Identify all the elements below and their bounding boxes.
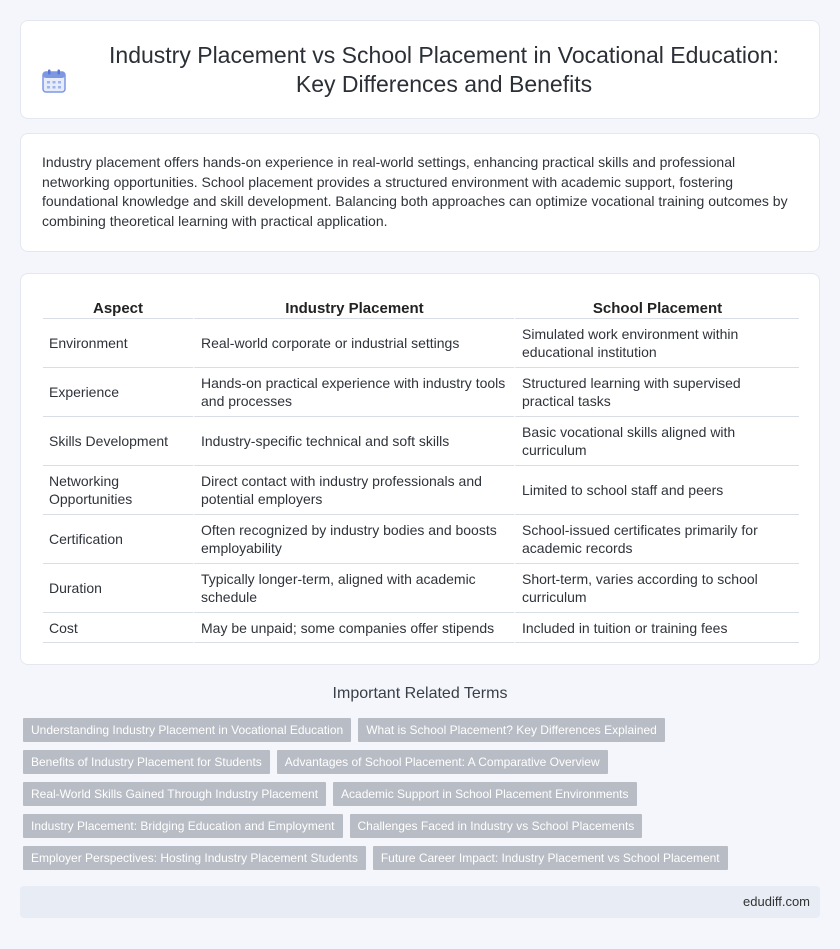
table-cell-industry: Typically longer-term, aligned with academic schedule [193, 564, 514, 613]
related-term-link[interactable]: Real-World Skills Gained Through Industry Placement [23, 782, 326, 806]
table-cell-industry: May be unpaid; some companies offer stipends [193, 613, 514, 643]
table-cell-aspect: Cost [43, 613, 193, 643]
tag-row [23, 718, 813, 742]
table-cell-aspect: Experience [43, 368, 193, 417]
related-term-link[interactable]: Academic Support in School Placement Environments [333, 782, 636, 806]
table-row [43, 417, 799, 466]
table-cell-aspect: Environment [43, 319, 193, 368]
related-term-link[interactable]: Understanding Industry Placement in Vocational Education [23, 718, 351, 742]
table-cell-school: Limited to school staff and peers [514, 466, 799, 515]
related-term-link[interactable]: What is School Placement? Key Differences Explained [358, 718, 665, 742]
table-row [43, 613, 799, 643]
tag-row [23, 814, 813, 838]
related-term-link[interactable]: Challenges Faced in Industry vs School Placements [350, 814, 643, 838]
column-header-aspect: Aspect [43, 296, 193, 319]
table-row [43, 466, 799, 515]
table-cell-aspect: Networking Opportunities [43, 466, 193, 515]
column-header-industry: Industry Placement [193, 296, 514, 319]
related-term-link[interactable]: Future Career Impact: Industry Placement vs School Placement [373, 846, 728, 870]
table-cell-industry: Real-world corporate or industrial settings [193, 319, 514, 368]
related-term-link[interactable]: Benefits of Industry Placement for Students [23, 750, 270, 774]
title-card [20, 20, 820, 119]
table-cell-industry: Direct contact with industry professionals and potential employers [193, 466, 514, 515]
related-term-link[interactable]: Advantages of School Placement: A Comparative Overview [277, 750, 608, 774]
related-terms-list [23, 718, 813, 878]
table-cell-aspect: Duration [43, 564, 193, 613]
comparison-card [20, 273, 820, 665]
footer [20, 886, 820, 918]
intro-card [20, 133, 820, 252]
column-header-school: School Placement [514, 296, 799, 319]
table-cell-school: Included in tuition or training fees [514, 613, 799, 643]
footer-site-link[interactable]: edudiff.com [743, 894, 810, 909]
intro-text: Industry placement offers hands-on experience in real-world settings, enhancing practical skills and professional networking opportunities. School placement provides a structured environment with academic support, fostering foundational knowledge and skill development. Balancing both approaches can optimize vocational training outcomes by combining theoretical learning with practical application. [42, 154, 788, 229]
table-cell-industry: Hands-on practical experience with industry tools and processes [193, 368, 514, 417]
tag-row [23, 846, 813, 870]
tag-row [23, 750, 813, 774]
table-cell-school: Short-term, varies according to school curriculum [514, 564, 799, 613]
table-header-row [43, 296, 799, 319]
table-row [43, 515, 799, 564]
comparison-table [43, 296, 799, 643]
page-title: Industry Placement vs School Placement in Vocational Education: Key Differences and Benefits [109, 41, 779, 97]
tag-row [23, 782, 813, 806]
table-cell-school: School-issued certificates primarily for academic records [514, 515, 799, 564]
calendar-icon [41, 68, 67, 94]
table-row [43, 319, 799, 368]
table-cell-industry: Often recognized by industry bodies and boosts employability [193, 515, 514, 564]
table-cell-school: Simulated work environment within educational institution [514, 319, 799, 368]
related-term-link[interactable]: Employer Perspectives: Hosting Industry Placement Students [23, 846, 366, 870]
table-row [43, 564, 799, 613]
related-term-link[interactable]: Industry Placement: Bridging Education and Employment [23, 814, 343, 838]
table-cell-aspect: Skills Development [43, 417, 193, 466]
table-cell-school: Structured learning with supervised practical tasks [514, 368, 799, 417]
table-cell-aspect: Certification [43, 515, 193, 564]
table-row [43, 368, 799, 417]
table-cell-industry: Industry-specific technical and soft skills [193, 417, 514, 466]
related-terms-heading: Important Related Terms [332, 685, 508, 702]
title-wrap [41, 41, 799, 99]
table-cell-school: Basic vocational skills aligned with curriculum [514, 417, 799, 466]
